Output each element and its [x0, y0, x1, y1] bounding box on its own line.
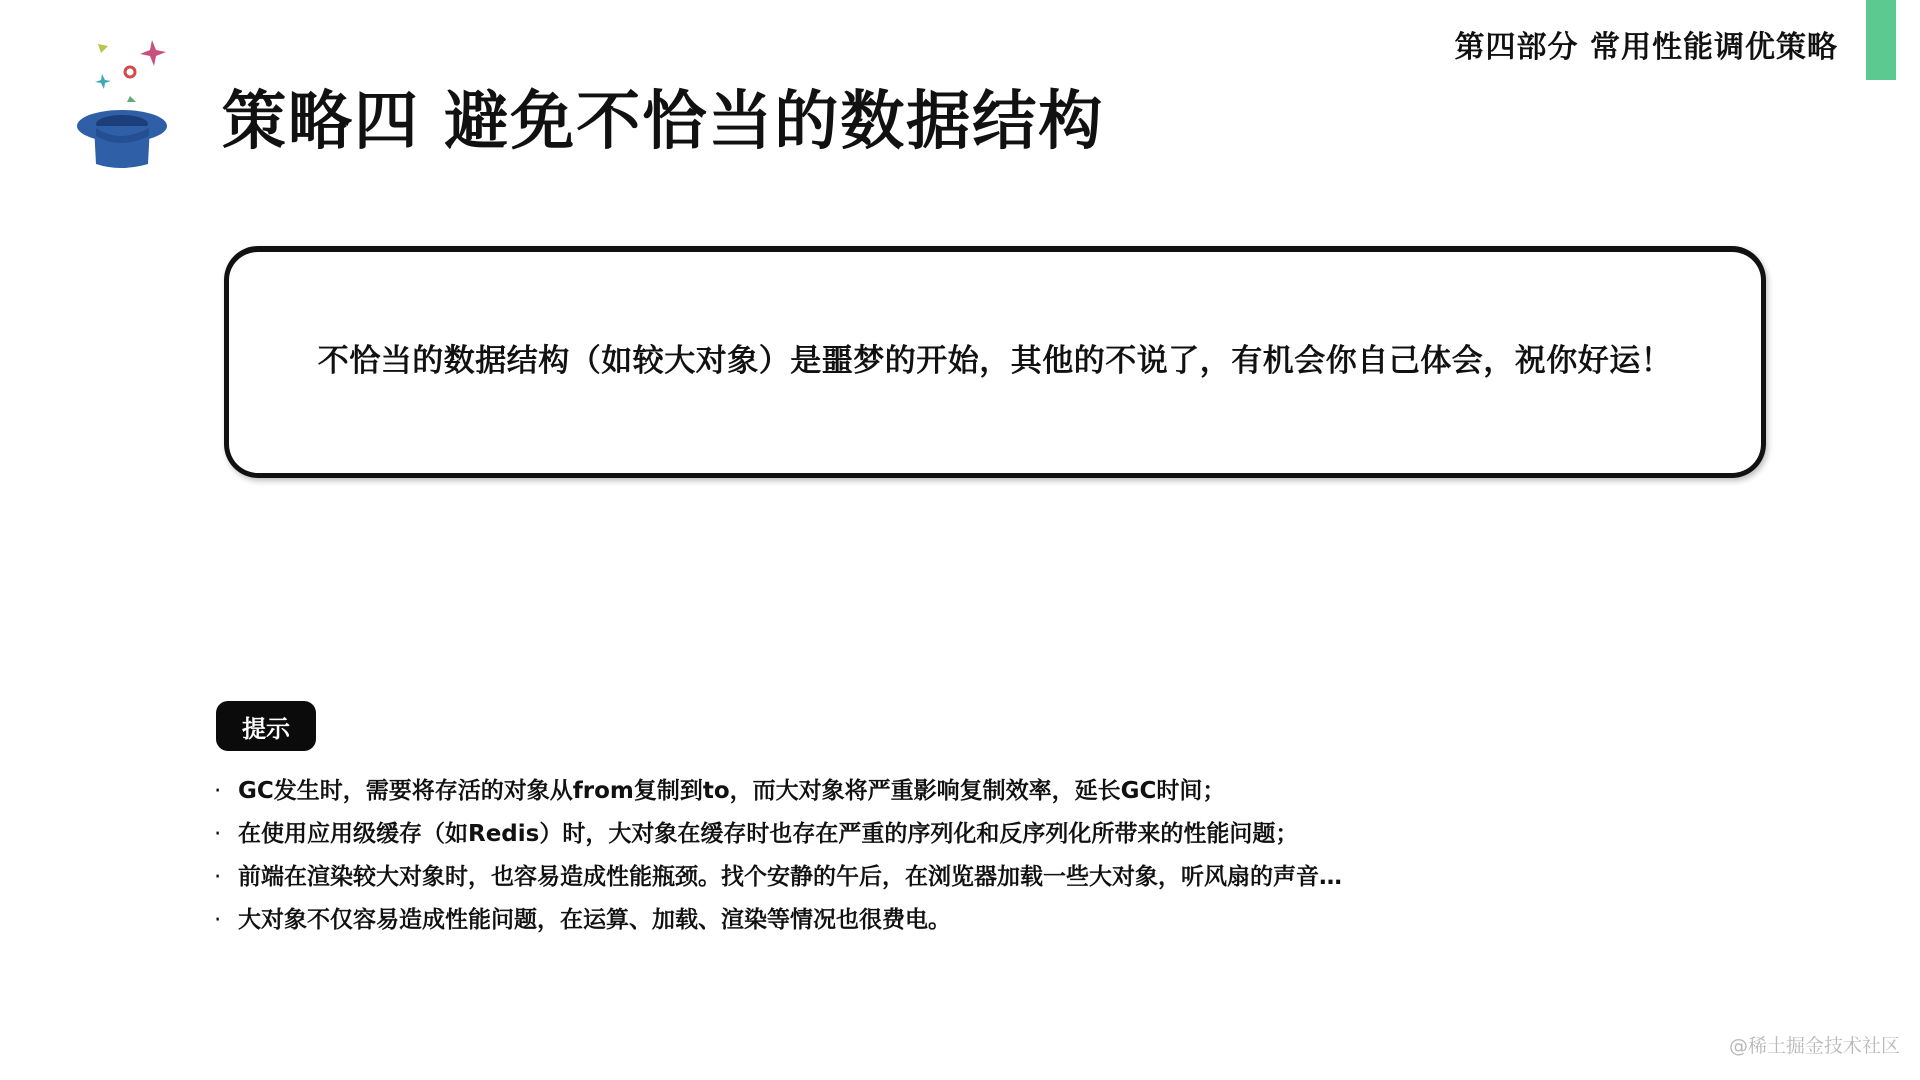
magic-hat-icon [70, 36, 180, 186]
triangle-green [127, 96, 136, 102]
tip-text: 前端在渲染较大对象时，也容易造成性能瓶颈。找个安静的午后，在浏览器加载一些大对象，听风扇的声音… [238, 864, 1342, 890]
page-title: 策略四 避免不恰当的数据结构 [222, 85, 1105, 159]
bullet-icon: · [214, 778, 222, 804]
star-pink [140, 40, 166, 66]
tips-list [210, 770, 1342, 942]
tip-item [210, 899, 1342, 942]
callout-text: 不恰当的数据结构（如较大对象）是噩梦的开始，其他的不说了，有机会你自己体会，祝你好运！ [317, 343, 1673, 379]
tip-item [210, 856, 1342, 899]
tip-text: GC发生时，需要将存活的对象从from复制到to，而大对象将严重影响复制效率，延长GC时间； [238, 778, 1226, 804]
bullet-icon: · [214, 821, 222, 847]
star-teal [95, 74, 111, 89]
accent-bar [1866, 0, 1896, 80]
bullet-icon: · [214, 864, 222, 890]
triangle-yellow [98, 44, 108, 53]
tip-item [210, 770, 1342, 813]
section-label: 第四部分 常用性能调优策略 [1454, 30, 1838, 65]
watermark: @稀土掘金技术社区 [1728, 1035, 1900, 1057]
tip-text: 大对象不仅容易造成性能问题，在运算、加载、渲染等情况也很费电。 [238, 907, 951, 933]
tip-text: 在使用应用级缓存（如Redis）时，大对象在缓存时也存在严重的序列化和反序列化所带来的性能问题； [238, 821, 1299, 847]
tip-item [210, 813, 1342, 856]
ring-red [125, 67, 135, 77]
callout-box [224, 246, 1766, 478]
bullet-icon: · [214, 907, 222, 933]
tip-badge: 提示 [216, 701, 316, 751]
